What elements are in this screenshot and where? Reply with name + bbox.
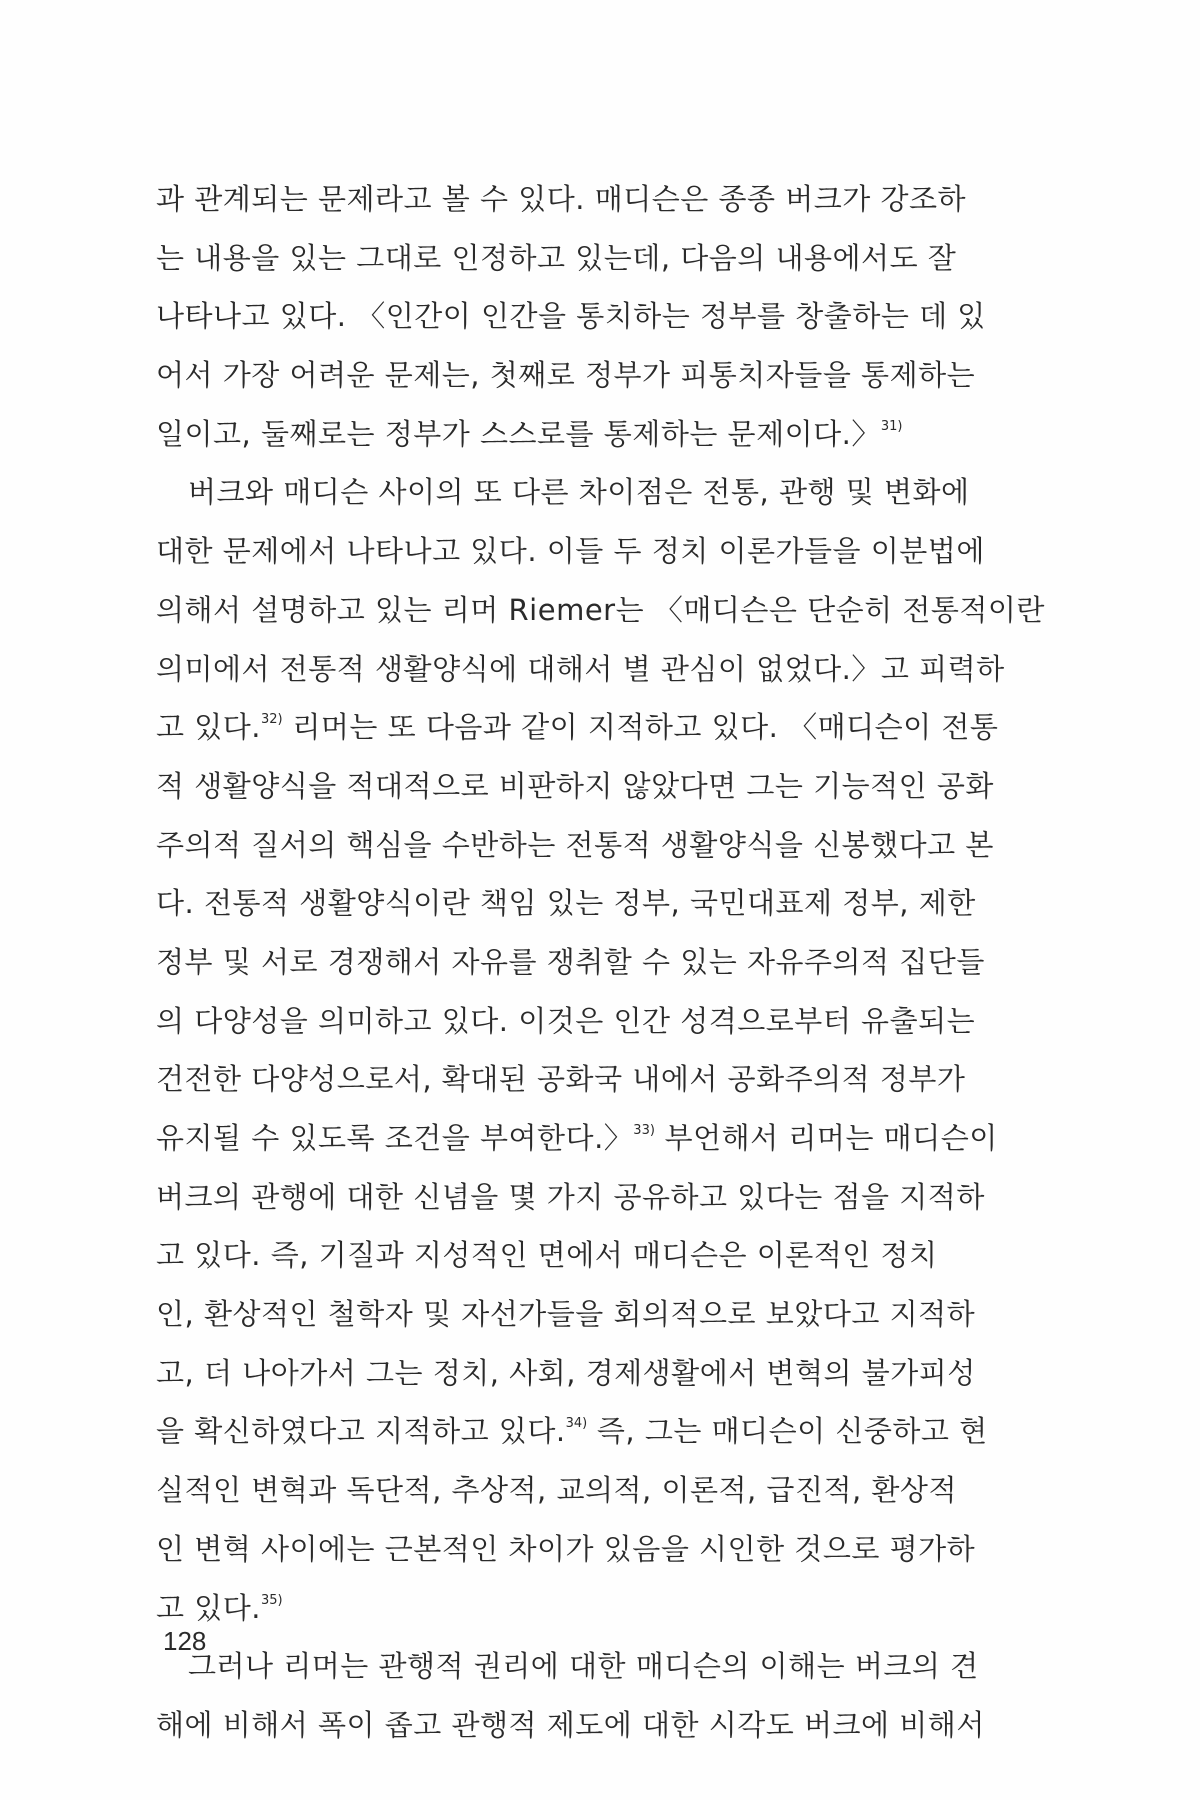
text-line: 과 관계되는 문제라고 볼 수 있다. 매디슨은 종종 버크가 강조하 xyxy=(156,182,967,216)
text-line: 그러나 리머는 관행적 권리에 대한 매디슨의 이해는 버크의 견 xyxy=(188,1649,979,1684)
footnote-marker: 35) xyxy=(260,1592,283,1608)
text-line: 나타나고 있다. 〈인간이 인간을 통치하는 정부를 창출하는 데 있 xyxy=(156,299,986,334)
text-line: 해에 비해서 폭이 좁고 관행적 제도에 대한 시각도 버크에 비해서 xyxy=(156,1707,985,1742)
text-line: 주의적 질서의 핵심을 수반하는 전통적 생활양식을 신봉했다고 본 xyxy=(156,827,994,862)
text-line: 대한 문제에서 나타나고 있다. 이들 두 정치 이론가들을 이분법에 xyxy=(156,534,985,569)
text-line: 인 변혁 사이에는 근본적인 차이가 있음을 시인한 것으로 평가하 xyxy=(156,1531,976,1566)
text-line: 버크와 매디슨 사이의 또 다른 차이점은 전통, 관행 및 변화에 xyxy=(188,475,970,510)
text-line: 다. 전통적 생활양식이란 책임 있는 정부, 국민대표제 정부, 제한 xyxy=(156,886,976,921)
footnote-marker: 31) xyxy=(880,418,903,434)
text-line: 의미에서 전통적 생활양식에 대해서 별 관심이 없었다.〉고 피력하 xyxy=(156,651,1005,686)
text-line: 고 있다. 즉, 기질과 지성적인 면에서 매디슨은 이론적인 정치 xyxy=(156,1238,938,1273)
text-line: 어서 가장 어려운 문제는, 첫째로 정부가 피통치자들을 통제하는 xyxy=(156,358,976,393)
text-line: 정부 및 서로 경쟁해서 자유를 쟁취할 수 있는 자유주의적 집단들 xyxy=(156,944,985,979)
footnote-marker: 34) xyxy=(565,1416,588,1432)
text-line: 버크의 관행에 대한 신념을 몇 가지 공유하고 있다는 점을 지적하 xyxy=(156,1179,985,1214)
text-line: 고, 더 나아가서 그는 정치, 사회, 경제생활에서 변혁의 불가피성 xyxy=(156,1355,976,1390)
footnote-marker: 33) xyxy=(633,1123,655,1138)
text-line: 적 생활양식을 적대적으로 비판하지 않았다면 그는 기능적인 공화 xyxy=(156,768,994,803)
text-line: 을 확신하였다고 지적하고 있다.$^{34)}$ 즉, 그는 매디슨이 신중하고 현 xyxy=(156,1414,988,1449)
body-text xyxy=(156,170,1066,1755)
text-line: 실적인 변혁과 독단적, 추상적, 교의적, 이론적, 급진적, 환상적 xyxy=(156,1473,957,1508)
text-line: 일이고, 둘째로는 정부가 스스로를 통제하는 문제이다.〉$^{31)}$ xyxy=(156,416,903,451)
text-line: 고 있다.$^{32)}$ 리머는 또 다음과 같이 지적하고 있다. 〈매디슨이 전통 xyxy=(156,710,999,745)
text-line: 의 다양성을 의미하고 있다. 이것은 인간 성격으로부터 유출되는 xyxy=(156,1003,976,1038)
text-line: 인, 환상적인 철학자 및 자선가들을 회의적으로 보았다고 지적하 xyxy=(156,1297,976,1332)
text-line: 는 내용을 있는 그대로 인정하고 있는데, 다음의 내용에서도 잘 xyxy=(156,240,957,275)
text-line: 유지될 수 있도록 조건을 부여한다.〉$^{33)}$ 부언해서 리머는 매디슨이 xyxy=(156,1121,998,1155)
footnote-marker: 32) xyxy=(260,712,283,728)
text-line: 의해서 설명하고 있는 리머 Riemer는 〈매디슨은 단순히 전통적이란 xyxy=(156,592,1045,627)
text-line: 고 있다.$^{35)}$ xyxy=(156,1590,283,1625)
page-number: 128 xyxy=(163,1626,207,1656)
text-line: 건전한 다양성으로서, 확대된 공화국 내에서 공화주의적 정부가 xyxy=(156,1062,966,1097)
